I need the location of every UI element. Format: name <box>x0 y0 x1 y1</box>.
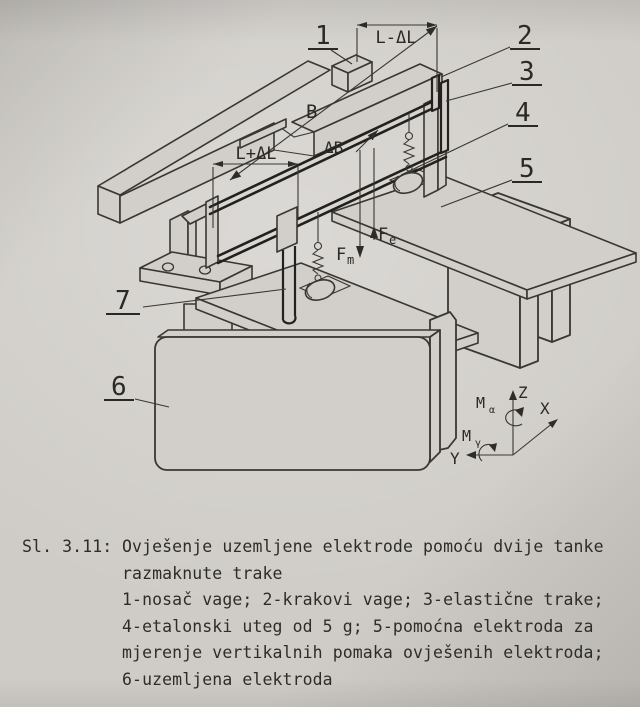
dim-b: B <box>306 101 318 123</box>
force-fm-sub: m <box>347 253 355 267</box>
spring <box>404 140 414 164</box>
bolt-hole <box>163 263 174 271</box>
force-fe-sub: e <box>389 233 397 247</box>
dim-delta-b: ΔB <box>324 138 344 157</box>
dim-l-plus: L+ΔL <box>235 144 277 164</box>
figure-caption <box>22 534 628 694</box>
force-fm-label: F <box>336 245 347 265</box>
svg-text:1: 1 <box>315 21 331 51</box>
moment-alpha <box>476 394 524 426</box>
knife-edge-block <box>332 55 372 92</box>
grounded-electrode-block <box>155 330 440 470</box>
svg-text:7: 7 <box>115 286 131 316</box>
dim-l-minus: L-ΔL <box>375 28 417 48</box>
caption-line: 1-nosač vage; 2-krakovi vage; 3-elastične trake; <box>122 590 604 610</box>
figure-number: Sl. 3.11: <box>22 537 113 556</box>
elastic-band <box>432 75 439 111</box>
rod-clamp <box>277 207 297 252</box>
axis-z-label: Z <box>518 383 528 402</box>
coordinate-triad <box>450 383 558 468</box>
part-label-1 <box>308 21 352 64</box>
svg-text:M: M <box>462 427 472 445</box>
force-fe-label: F <box>378 225 389 245</box>
svg-text:3: 3 <box>519 57 535 87</box>
axis-y-label: Y <box>450 449 460 468</box>
caption-line: 4-etalonski uteg od 5 g; 5-pomoćna elektroda za <box>122 616 594 636</box>
part-label-3 <box>446 57 542 101</box>
svg-text:6: 6 <box>111 372 127 402</box>
svg-text:2: 2 <box>517 21 533 51</box>
svg-text:M: M <box>476 394 486 412</box>
elastic-band <box>441 80 448 153</box>
part-label-4 <box>401 98 538 175</box>
svg-text:5: 5 <box>519 154 535 184</box>
caption-line: razmaknute trake <box>122 563 283 583</box>
svg-text:α: α <box>489 405 496 416</box>
moment-gamma <box>462 427 497 461</box>
caption-text <box>122 534 628 694</box>
caption-line: 6-uzemljena elektroda <box>122 669 333 689</box>
svg-text:4: 4 <box>515 98 531 128</box>
svg-text:γ: γ <box>475 438 482 449</box>
axis-x-label: X <box>540 399 550 418</box>
caption-line: mjerenje vertikalnih pomaka ovješenih elektroda; <box>122 643 604 663</box>
caption-line: Ovješenje uzemljene elektrode pomoću dvije tanke <box>122 537 604 556</box>
